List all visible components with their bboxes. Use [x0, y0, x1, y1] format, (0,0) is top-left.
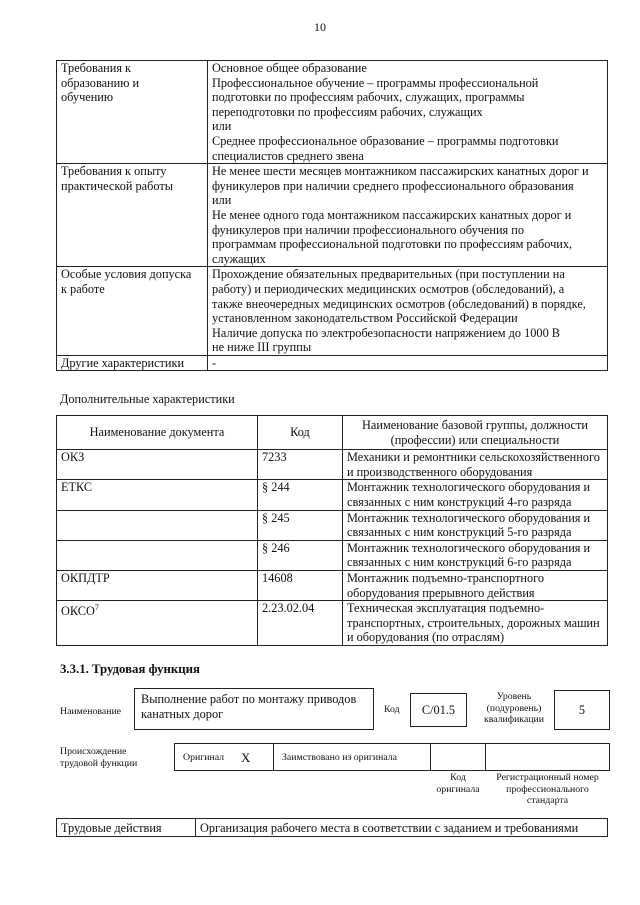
- name-cell: [343, 510, 608, 540]
- requirement-label: [57, 355, 208, 371]
- document-cell: [57, 450, 258, 480]
- origin-borrowed-box: [273, 743, 431, 771]
- document-cell: [57, 540, 258, 570]
- requirement-label: [57, 61, 208, 164]
- requirement-value: [208, 61, 608, 164]
- document-cell: [57, 510, 258, 540]
- name-cell: [343, 570, 608, 600]
- text-line: также внеочередных медицинских осмотров (обследований) в порядке,: [212, 296, 586, 311]
- requirement-value: [208, 164, 608, 267]
- code-cell: § 245: [258, 510, 343, 540]
- code-cell: 2.23.02.04: [258, 601, 343, 646]
- function-code-value: С/01.5: [410, 693, 467, 727]
- text-line: программам профессиональной подготовки по профессиям рабочих,: [212, 237, 573, 252]
- text-line: Прохождение обязательных предварительных (при поступлении на: [212, 267, 565, 282]
- labor-function-heading: 3.3.1. Трудовая функция: [60, 662, 200, 676]
- text-line: Особые условия допуска: [61, 267, 192, 282]
- text-line: Монтажник технологического оборудования и: [347, 480, 591, 495]
- function-name-box: [134, 688, 374, 730]
- text-line: связанных с ним конструкций 4-го разряда: [347, 494, 572, 509]
- text-line: образованию и: [61, 75, 140, 90]
- characteristic-row: [57, 601, 608, 646]
- header-document: Наименование документа: [57, 416, 258, 450]
- footnote-mark: 7: [94, 603, 99, 613]
- text-line: Не менее одного года монтажником пассажирских канатных дорог и: [212, 207, 572, 222]
- code-cell: § 246: [258, 540, 343, 570]
- original-mark: X: [241, 750, 251, 765]
- characteristic-row: [57, 480, 608, 510]
- text-line: или: [212, 119, 232, 134]
- qualification-level-value: 5: [554, 690, 610, 730]
- text-line: практической работы: [61, 178, 173, 193]
- function-name-line: канатных дорог: [141, 706, 224, 721]
- original-label: Оригинал: [183, 752, 225, 763]
- page-number: 10: [314, 20, 326, 34]
- text-line: или: [212, 193, 232, 208]
- origin-code-caption: Код оригинала: [436, 772, 480, 795]
- qualification-level-label: Уровень (подуровень) квалификации: [483, 691, 545, 725]
- text-line: связанных с ним конструкций 6-го разряда: [347, 555, 572, 570]
- document-cell: [57, 601, 258, 646]
- labor-actions-table: [56, 818, 608, 837]
- requirement-value: [208, 355, 608, 371]
- text-line: Основное общее образование: [212, 61, 367, 75]
- origin-reg-number-box: [485, 743, 610, 771]
- text-line: не ниже III группы: [212, 340, 312, 355]
- document-cell: [57, 570, 258, 600]
- text-line: работу) и периодических медицинских осмотров (обследований), а: [212, 281, 565, 296]
- additional-characteristics-table: [56, 415, 608, 646]
- text-line: служащих: [212, 251, 266, 266]
- name-cell: [343, 480, 608, 510]
- text-line: -: [212, 355, 217, 370]
- text-line: Профессиональное обучение – программы профессиональной: [212, 75, 539, 90]
- text-line: Другие характеристики: [61, 355, 185, 370]
- requirement-row: [57, 61, 608, 164]
- text-line: связанных с ним конструкций 5-го разряда: [347, 525, 572, 540]
- code-cell: 7233: [258, 450, 343, 480]
- document-name: ОКПДТР: [61, 570, 110, 585]
- text-line: и оборудования (по отраслям): [347, 630, 505, 645]
- document-name: ОКЗ: [61, 450, 85, 465]
- text-line: подготовки по профессиям рабочих, служащих, программы: [212, 90, 525, 105]
- text-line: и производственного оборудования: [347, 464, 533, 479]
- requirement-row: [57, 267, 608, 356]
- text-line: переподготовки по профессиям рабочих, служащих: [212, 104, 483, 119]
- requirement-label: [57, 267, 208, 356]
- document-cell: [57, 480, 258, 510]
- text-line: Монтажник технологического оборудования и: [347, 510, 591, 525]
- text-line: установленном законодательством Российской Федерации: [212, 311, 518, 326]
- characteristic-row: [57, 540, 608, 570]
- function-name-label: Наименование: [60, 706, 122, 717]
- text-line: Требования к: [61, 61, 132, 75]
- origin-label: Происхождение трудовой функции: [60, 746, 138, 769]
- requirement-row: [57, 164, 608, 267]
- document-name: ОКСО: [61, 604, 95, 619]
- requirements-table: [56, 60, 608, 371]
- text-line: Наличие допуска по электробезопасности напряжением до 1000 В: [212, 325, 560, 340]
- text-line: Среднее профессиональное образование – программы подготовки: [212, 133, 559, 148]
- characteristic-row: [57, 510, 608, 540]
- borrowed-label: Заимствовано из оригинала: [282, 752, 397, 763]
- requirement-value: [208, 267, 608, 356]
- text-line: транспортных, строительных, дорожных машин: [347, 615, 600, 630]
- header-code: Код: [258, 416, 343, 450]
- origin-code-box: [430, 743, 486, 771]
- name-cell: [343, 540, 608, 570]
- code-cell: 14608: [258, 570, 343, 600]
- origin-original-box: [174, 743, 274, 771]
- code-cell: § 244: [258, 480, 343, 510]
- function-name-line: Выполнение работ по монтажу приводов: [141, 692, 357, 706]
- labor-action-item: Организация рабочего места в соответствии с заданием и требованиями: [196, 819, 608, 837]
- characteristic-row: [57, 450, 608, 480]
- text-line: Механики и ремонтники сельскохозяйственного: [347, 450, 600, 465]
- text-line: Не менее шести месяцев монтажником пассажирских канатных дорог и: [212, 164, 589, 179]
- text-line: Техническая эксплуатация подъемно-: [347, 601, 545, 616]
- requirement-row: [57, 355, 608, 371]
- text-line: Монтажник технологического оборудования и: [347, 540, 591, 555]
- document-name: ЕТКС: [61, 480, 93, 495]
- text-line: Требования к опыту: [61, 164, 167, 179]
- text-line: обучению: [61, 90, 114, 105]
- function-code-label: Код: [384, 704, 400, 715]
- name-cell: [343, 601, 608, 646]
- text-line: фуникулеров при наличии среднего профессионального образования: [212, 178, 574, 193]
- name-cell: [343, 450, 608, 480]
- labor-actions-label: Трудовые действия: [57, 819, 196, 837]
- additional-characteristics-title: Дополнительные характеристики: [60, 392, 235, 406]
- characteristic-row: [57, 570, 608, 600]
- text-line: Монтажник подъемно-транспортного: [347, 570, 544, 585]
- requirement-label: [57, 164, 208, 267]
- text-line: фуникулеров при наличии профессионального обучения по: [212, 222, 525, 237]
- text-line: к работе: [61, 281, 105, 296]
- origin-reg-caption: Регистрационный номер профессионального стандарта: [496, 772, 599, 806]
- text-line: оборудования прерывного действия: [347, 585, 535, 600]
- header-name: Наименование базовой группы, должности (профессии) или специальности: [343, 416, 608, 450]
- text-line: специалистов среднего звена: [212, 148, 364, 163]
